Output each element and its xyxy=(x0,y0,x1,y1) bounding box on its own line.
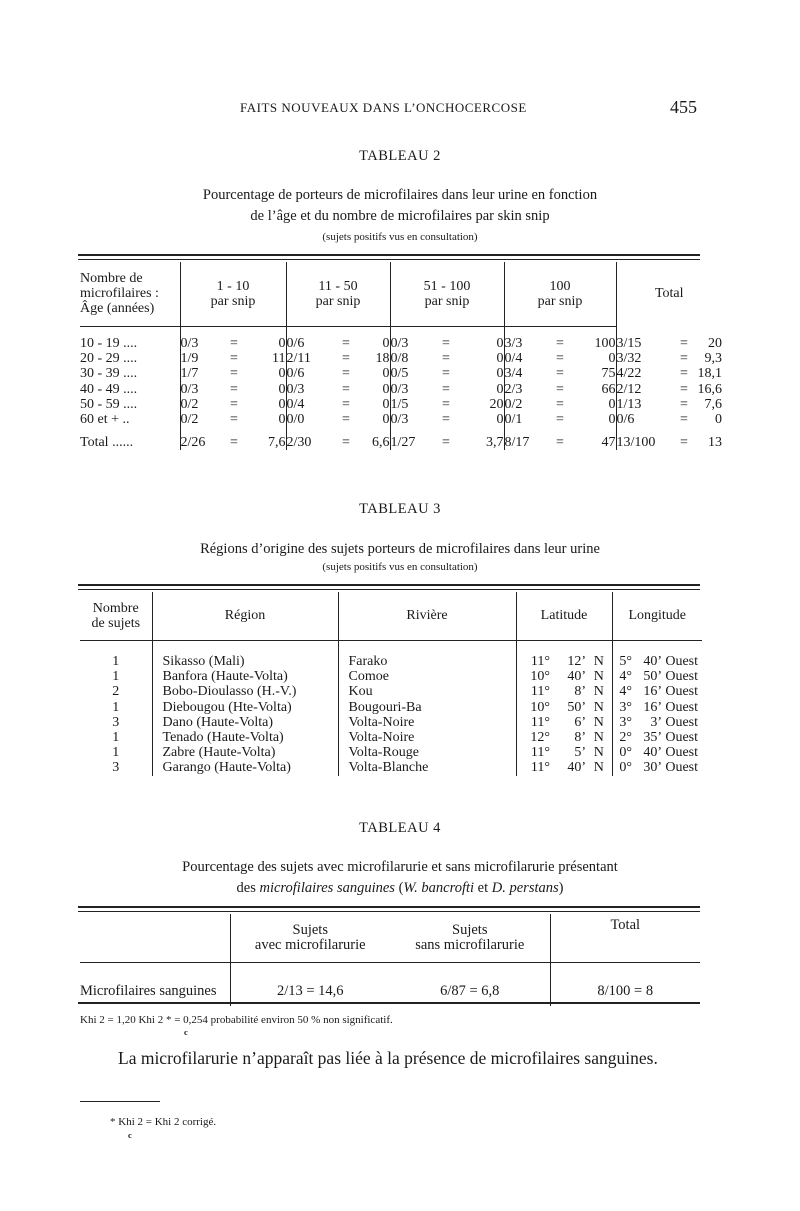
pad-cell xyxy=(698,700,702,715)
lat-degrees: 10° xyxy=(516,669,550,684)
nombre-cell: 3 xyxy=(112,714,120,730)
table-row xyxy=(80,730,702,745)
lat-minutes: 40’ xyxy=(567,760,586,776)
riviere-cell: Bougouri-Ba xyxy=(338,700,516,715)
ratio-cell: 2/30 xyxy=(286,435,334,450)
equals-sign: = xyxy=(556,412,564,428)
percent-cell: 16,6 xyxy=(697,381,722,397)
lon-degrees: 0° xyxy=(612,760,632,775)
percent-cell: 47 xyxy=(601,435,616,451)
region-cell: Garango (Haute-Volta) xyxy=(152,760,338,775)
ratio-cell: 0/3 xyxy=(390,412,434,427)
footnote: * Khi 2 = Khi 2 corrigé. xyxy=(110,1116,217,1128)
col-header-1-10-line1: 1 - 10 xyxy=(216,278,250,294)
lon-degrees: 3° xyxy=(612,715,632,730)
lat-direction: N xyxy=(593,684,604,700)
ratio-cell: 0/2 xyxy=(180,397,222,412)
tableau4-caption-line1: Pourcentage des sujets avec microfilarurie et sans microfilarurie présentant xyxy=(182,859,618,875)
equals-sign: = xyxy=(342,351,350,367)
footnote-subscript: c xyxy=(128,1130,132,1140)
pad-cell xyxy=(698,684,702,699)
nombre-cell: 1 xyxy=(112,654,120,669)
page-number: 455 xyxy=(670,97,697,117)
tableau2-spacer-row xyxy=(80,326,722,336)
tableau4-header-row xyxy=(80,914,700,962)
col-header-100-line1: 100 xyxy=(549,278,571,294)
percent-cell: 0 xyxy=(382,381,390,397)
lon-direction: Ouest xyxy=(665,760,698,776)
t4-header-avec xyxy=(230,914,390,962)
ratio-cell: 8/17 xyxy=(504,435,548,450)
table-row xyxy=(80,669,702,684)
lat-direction: N xyxy=(593,730,604,746)
tableau2-row-header xyxy=(80,262,180,326)
age-label: 30 - 39 .... xyxy=(80,366,138,382)
percent-cell: 0 xyxy=(496,336,504,351)
tableau2 xyxy=(80,262,722,450)
percent-cell: 0 xyxy=(496,351,504,367)
equals-sign: = xyxy=(556,396,564,412)
riviere-cell: Kou xyxy=(338,684,516,699)
tableau4-caption xyxy=(60,857,740,899)
lon-degrees: 3° xyxy=(612,700,632,715)
ratio-cell: 1/13 xyxy=(616,397,672,412)
tableau4-caption-line2 xyxy=(60,878,740,899)
tableau2-title: TABLEAU 2 xyxy=(359,148,441,164)
tableau2-top-rule xyxy=(78,254,700,256)
tableau3-caption: Régions d’origine des sujets porteurs de microfilaires dans leur urine xyxy=(200,541,600,557)
t4-header-avec-line2: avec microfilarurie xyxy=(254,936,366,953)
t3-header-region: Région xyxy=(152,592,338,640)
lon-degrees: 2° xyxy=(612,730,632,745)
pad-cell xyxy=(698,730,702,745)
table-row xyxy=(80,382,722,397)
tableau3-header-row xyxy=(80,592,702,640)
ratio-cell: 0/4 xyxy=(504,351,548,366)
tableau3-table xyxy=(80,592,702,776)
tableau3-top-rule-thin xyxy=(78,589,700,590)
t4-header-sans-line2: sans microfilarurie xyxy=(415,936,525,953)
equals-sign: = xyxy=(230,366,238,382)
tableau3-top-rule xyxy=(78,584,700,586)
age-label: 60 et + .. xyxy=(80,412,130,428)
ratio-cell: 0/6 xyxy=(616,412,672,427)
stats-note-subscript: c xyxy=(184,1027,188,1037)
ratio-cell: 1/5 xyxy=(390,397,434,412)
lat-minutes: 8’ xyxy=(574,730,586,746)
ratio-cell: 0/2 xyxy=(180,412,222,427)
tableau4-top-rule-thin xyxy=(78,911,700,912)
t4-header-avec-line1: Sujets xyxy=(292,921,328,938)
table-row xyxy=(80,412,722,427)
lon-direction: Ouest xyxy=(665,654,698,669)
lat-minutes: 12’ xyxy=(567,654,586,669)
lon-degrees: 4° xyxy=(612,684,632,699)
equals-sign: = xyxy=(342,435,350,451)
riviere-cell: Volta-Noire xyxy=(338,730,516,745)
lat-direction: N xyxy=(593,669,604,685)
equals-sign: = xyxy=(680,396,688,412)
tableau2-body xyxy=(80,336,722,450)
pad-cell xyxy=(698,760,702,775)
lon-minutes: 40’ xyxy=(643,654,662,669)
table-row xyxy=(80,760,702,775)
ratio-cell: 0/0 xyxy=(286,412,334,427)
lat-minutes: 6’ xyxy=(574,714,586,730)
percent-cell: 0 xyxy=(496,366,504,382)
table-row xyxy=(80,700,702,715)
lat-direction: N xyxy=(593,760,604,776)
nombre-cell: 1 xyxy=(112,699,120,715)
equals-sign: = xyxy=(230,396,238,412)
footnote-rule xyxy=(80,1101,160,1102)
tableau2-caption-line1: Pourcentage de porteurs de microfilaires dans leur urine en fonction xyxy=(202,187,598,203)
percent-cell: 0 xyxy=(278,396,286,412)
ratio-cell: 0/5 xyxy=(390,366,434,381)
ratio-cell: 0/3 xyxy=(286,382,334,397)
tableau4-top-rule xyxy=(78,906,700,908)
equals-sign: = xyxy=(230,381,238,397)
table-row xyxy=(80,397,722,412)
t3-header-riviere: Rivière xyxy=(338,592,516,640)
t4-value-total: 8/100 = 8 xyxy=(550,978,700,1006)
equals-sign: = xyxy=(342,412,350,428)
row-header-line3: Âge (années) xyxy=(80,301,155,317)
nombre-cell: 3 xyxy=(112,760,120,776)
ratio-cell: 2/26 xyxy=(180,435,222,450)
lat-degrees: 12° xyxy=(516,730,550,745)
table-row xyxy=(80,351,722,366)
ratio-cell: 3/4 xyxy=(504,366,548,381)
lon-minutes: 30’ xyxy=(643,760,662,776)
tableau3-spacer-row xyxy=(80,640,702,654)
tableau2-subcaption: (sujets positifs vus en consultation) xyxy=(322,231,478,243)
t4-cap-italic3: D. perstans xyxy=(491,880,559,896)
ratio-cell: 2/3 xyxy=(504,382,548,397)
ratio-cell: 3/3 xyxy=(504,336,548,351)
tableau3 xyxy=(80,592,702,776)
table-row xyxy=(80,745,702,760)
equals-sign: = xyxy=(680,336,688,351)
ratio-cell: 0/3 xyxy=(390,382,434,397)
table-row xyxy=(80,336,722,351)
lon-degrees: 5° xyxy=(612,654,632,669)
equals-sign: = xyxy=(230,412,238,428)
lat-degrees: 11° xyxy=(516,654,550,669)
tableau2-caption xyxy=(60,185,740,227)
col-header-51-100-line1: 51 - 100 xyxy=(423,278,471,294)
percent-cell: 20 xyxy=(708,336,722,351)
col-header-100 xyxy=(504,262,616,326)
nombre-cell: 1 xyxy=(112,730,120,746)
equals-sign: = xyxy=(556,336,564,351)
lon-minutes: 40’ xyxy=(643,745,662,761)
region-cell: Bobo-Dioulasso (H.-V.) xyxy=(152,684,338,699)
equals-sign: = xyxy=(680,366,688,382)
lat-direction: N xyxy=(593,699,604,715)
t4-header-sans xyxy=(390,914,550,962)
t4-row-label: Microfilaires sanguines xyxy=(80,983,217,1000)
percent-cell: 0 xyxy=(715,412,722,428)
lat-minutes: 40’ xyxy=(567,669,586,685)
percent-cell: 0 xyxy=(278,336,286,351)
equals-sign: = xyxy=(680,435,688,451)
percent-cell: 0 xyxy=(382,336,390,351)
row-header-line2: microfilaires : xyxy=(80,286,159,302)
lon-degrees: 0° xyxy=(612,745,632,760)
lat-degrees: 11° xyxy=(516,715,550,730)
percent-cell: 75 xyxy=(601,366,616,382)
tableau3-title: TABLEAU 3 xyxy=(359,501,441,517)
t4-value-avec: 2/13 = 14,6 xyxy=(230,978,390,1006)
equals-sign: = xyxy=(230,435,238,451)
t3-header-nombre-line1: Nombre xyxy=(92,600,139,616)
nombre-cell: 1 xyxy=(112,669,120,685)
equals-sign: = xyxy=(442,351,450,367)
lon-minutes: 50’ xyxy=(643,669,662,685)
equals-sign: = xyxy=(342,381,350,397)
lon-minutes: 16’ xyxy=(643,684,662,700)
col-header-100-line2: par snip xyxy=(537,293,583,309)
equals-sign: = xyxy=(442,412,450,428)
lat-degrees: 10° xyxy=(516,700,550,715)
pad-cell xyxy=(698,654,702,669)
t4-cap-italic1: microfilaires sanguines xyxy=(259,880,395,896)
equals-sign: = xyxy=(556,381,564,397)
equals-sign: = xyxy=(230,351,238,367)
equals-sign: = xyxy=(556,435,564,451)
t4-cap-italic2: W. bancrofti xyxy=(403,880,475,896)
equals-sign: = xyxy=(342,366,350,382)
percent-cell: 13 xyxy=(708,435,722,451)
tableau2-caption-line2: de l’âge et du nombre de microfilaires par skin snip xyxy=(250,208,550,224)
percent-cell: 0 xyxy=(278,366,286,382)
lon-minutes: 35’ xyxy=(643,730,662,746)
percent-cell: 0 xyxy=(608,396,616,412)
lon-minutes: 16’ xyxy=(643,699,662,715)
percent-cell: 18,1 xyxy=(697,366,722,382)
region-cell: Banfora (Haute-Volta) xyxy=(152,669,338,684)
col-header-11-50-line1: 11 - 50 xyxy=(318,278,358,294)
percent-cell: 9,3 xyxy=(704,351,722,367)
percent-cell: 3,7 xyxy=(486,435,504,451)
lat-direction: N xyxy=(593,745,604,761)
riviere-cell: Comoe xyxy=(338,669,516,684)
ratio-cell: 0/1 xyxy=(504,412,548,427)
lon-direction: Ouest xyxy=(665,745,698,761)
percent-cell: 7,6 xyxy=(704,396,722,412)
ratio-cell: 0/2 xyxy=(504,397,548,412)
tableau4-title: TABLEAU 4 xyxy=(359,820,441,836)
lon-direction: Ouest xyxy=(665,699,698,715)
t4-value-sans: 6/87 = 6,8 xyxy=(440,983,500,1000)
tableau3-subcaption: (sujets positifs vus en consultation) xyxy=(322,561,478,573)
equals-sign: = xyxy=(442,366,450,382)
percent-cell: 0 xyxy=(382,396,390,412)
col-header-11-50 xyxy=(286,262,390,326)
table-row xyxy=(80,684,702,699)
t4-header-total: Total xyxy=(550,914,700,962)
riviere-cell: Volta-Rouge xyxy=(338,745,516,760)
nombre-cell: 1 xyxy=(112,745,120,761)
riviere-cell: Farako xyxy=(338,654,516,669)
ratio-cell: 0/8 xyxy=(390,351,434,366)
lat-degrees: 11° xyxy=(516,684,550,699)
col-header-11-50-line2: par snip xyxy=(315,293,361,309)
nombre-cell: 2 xyxy=(112,684,120,700)
ratio-cell: 1/27 xyxy=(390,435,434,450)
ratio-cell: 0/4 xyxy=(286,397,334,412)
equals-sign: = xyxy=(680,351,688,367)
t4-cap-mid1: ( xyxy=(398,880,404,896)
percent-cell: 100 xyxy=(594,336,616,351)
running-title: FAITS NOUVEAUX DANS L’ONCHOCERCOSE xyxy=(240,100,527,115)
pad-cell xyxy=(698,715,702,730)
col-header-51-100 xyxy=(390,262,504,326)
t4-cap-prefix: des xyxy=(236,880,256,896)
percent-cell: 0 xyxy=(382,412,390,428)
percent-cell: 0 xyxy=(608,351,616,367)
ratio-cell: 1/7 xyxy=(180,366,222,381)
region-cell: Dano (Haute-Volta) xyxy=(152,715,338,730)
pad-cell xyxy=(698,745,702,760)
lon-degrees: 4° xyxy=(612,669,632,684)
body-paragraph: La microfilarurie n’apparaît pas liée à la présence de microfilaires sanguines. xyxy=(118,1048,658,1068)
ratio-cell: 0/3 xyxy=(390,336,434,351)
percent-cell: 66 xyxy=(601,381,616,397)
equals-sign: = xyxy=(556,351,564,367)
percent-cell: 20 xyxy=(489,396,504,412)
ratio-cell: 3/15 xyxy=(616,336,672,351)
riviere-cell: Volta-Blanche xyxy=(338,760,516,775)
percent-cell: 11 xyxy=(272,351,286,367)
ratio-cell: 0/3 xyxy=(180,382,222,397)
tableau2-table xyxy=(80,262,722,450)
col-header-51-100-line2: par snip xyxy=(424,293,470,309)
tableau4-bottom-rule xyxy=(78,1002,700,1004)
ratio-cell: 4/22 xyxy=(616,366,672,381)
percent-cell: 0 xyxy=(608,412,616,428)
equals-sign: = xyxy=(556,366,564,382)
row-header-line1: Nombre de xyxy=(80,270,143,286)
ratio-cell: 0/3 xyxy=(180,336,222,351)
tableau4-table xyxy=(80,914,700,1006)
equals-sign: = xyxy=(342,396,350,412)
pad-cell xyxy=(698,669,702,684)
lat-minutes: 8’ xyxy=(574,684,586,700)
tableau3-body xyxy=(80,654,702,776)
lon-direction: Ouest xyxy=(665,730,698,746)
lat-direction: N xyxy=(593,714,604,730)
equals-sign: = xyxy=(680,381,688,397)
t3-header-nombre-line2: de sujets xyxy=(91,615,141,631)
table-row xyxy=(80,654,702,669)
percent-cell: 18 xyxy=(375,351,390,367)
percent-cell: 7,6 xyxy=(268,435,286,451)
region-cell: Diebougou (Hte-Volta) xyxy=(152,700,338,715)
age-label: Total ...... xyxy=(80,435,134,451)
lat-degrees: 11° xyxy=(516,745,550,760)
lat-minutes: 50’ xyxy=(567,699,586,715)
equals-sign: = xyxy=(680,412,688,428)
age-label: 20 - 29 .... xyxy=(80,351,138,367)
t4-cap-suffix: ) xyxy=(558,880,564,896)
riviere-cell: Volta-Noire xyxy=(338,715,516,730)
age-label: 40 - 49 .... xyxy=(80,381,138,397)
t3-header-latitude: Latitude xyxy=(516,592,612,640)
percent-cell: 0 xyxy=(496,412,504,428)
lat-minutes: 5’ xyxy=(574,745,586,761)
percent-cell: 0 xyxy=(382,366,390,382)
t4-header-sans-line1: Sujets xyxy=(452,921,488,938)
ratio-cell: 2/12 xyxy=(616,382,672,397)
region-cell: Zabre (Haute-Volta) xyxy=(152,745,338,760)
t4-cap-mid2: et xyxy=(477,880,489,896)
ratio-cell: 1/9 xyxy=(180,351,222,366)
equals-sign: = xyxy=(342,336,350,351)
lon-minutes: 3’ xyxy=(650,714,662,730)
lon-direction: Ouest xyxy=(665,714,698,730)
equals-sign: = xyxy=(442,396,450,412)
equals-sign: = xyxy=(442,381,450,397)
col-header-1-10 xyxy=(180,262,286,326)
percent-cell: 0 xyxy=(278,381,286,397)
col-header-total: Total xyxy=(616,262,722,326)
tableau2-header-row xyxy=(80,262,722,326)
percent-cell: 0 xyxy=(278,412,286,428)
region-cell: Sikasso (Mali) xyxy=(152,654,338,669)
lat-direction: N xyxy=(593,654,604,669)
age-label: 50 - 59 .... xyxy=(80,396,138,412)
equals-sign: = xyxy=(442,336,450,351)
stats-note: Khi 2 = 1,20 Khi 2 * = 0,254 probabilité environ 50 % non significatif. xyxy=(80,1014,393,1026)
lon-direction: Ouest xyxy=(665,684,698,700)
ratio-cell: 3/32 xyxy=(616,351,672,366)
equals-sign: = xyxy=(442,435,450,451)
lat-degrees: 11° xyxy=(516,760,550,775)
equals-sign: = xyxy=(230,336,238,351)
age-label: 10 - 19 .... xyxy=(80,336,138,351)
tableau2-gap-row xyxy=(80,427,722,435)
ratio-cell: 0/6 xyxy=(286,336,334,351)
table-row xyxy=(80,366,722,381)
t3-header-longitude: Longitude xyxy=(612,592,702,640)
ratio-cell: 13/100 xyxy=(616,435,672,450)
lon-direction: Ouest xyxy=(665,669,698,685)
col-header-1-10-line2: par snip xyxy=(210,293,256,309)
ratio-cell: 2/11 xyxy=(286,351,334,366)
region-cell: Tenado (Haute-Volta) xyxy=(152,730,338,745)
ratio-cell: 0/6 xyxy=(286,366,334,381)
tableau4 xyxy=(80,914,700,1006)
percent-cell: 6,6 xyxy=(372,435,390,451)
t3-header-nombre xyxy=(80,592,152,640)
total-row xyxy=(80,435,722,450)
table-row xyxy=(80,715,702,730)
percent-cell: 0 xyxy=(496,381,504,397)
tableau2-top-rule-thin xyxy=(78,259,700,260)
